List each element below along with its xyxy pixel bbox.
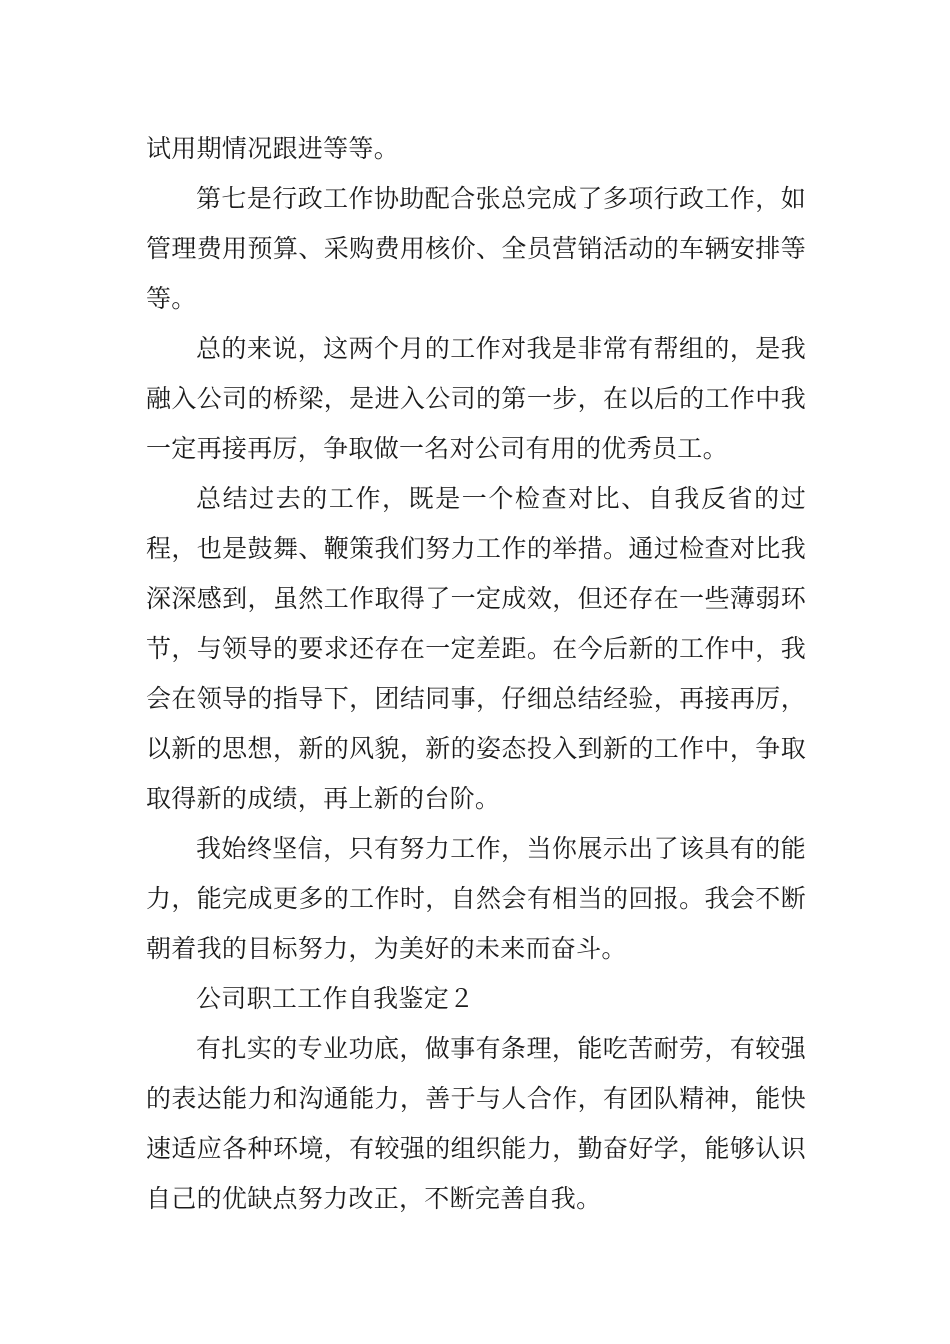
paragraph-review: 总结过去的工作，既是一个检查对比、自我反省的过程，也是鼓舞、鞭策我们努力工作的举措。通过检查对比我深深感到，虽然工作取得了一定成效，但还存在一些薄弱环节，与领导的要求还存在一定差距。在今后新的工作中，我会在领导的指导下，团结同事，仔细总结经验，再接再厉，以新的思想，新的风貌，新的姿态投入到新的工作中，争取取得新的成绩，再上新的台阶。 <box>146 484 806 813</box>
section-heading: 公司职工工作自我鉴定２ <box>196 984 475 1013</box>
paragraph-continuation: 试用期情况跟进等等。 <box>146 134 400 163</box>
paragraph-admin-work: 第七是行政工作协助配合张总完成了多项行政工作，如管理费用预算、采购费用核价、全员营销活动的车辆安排等等。 <box>146 184 806 313</box>
paragraph-summary: 总的来说，这两个月的工作对我是非常有帮组的，是我融入公司的桥梁，是进入公司的第一步，在以后的工作中我一定再接再厉，争取做一名对公司有用的优秀员工。 <box>146 334 806 463</box>
paragraph-belief: 我始终坚信，只有努力工作，当你展示出了该具有的能力，能完成更多的工作时，自然会有相当的回报。我会不断朝着我的目标努力，为美好的未来而奋斗。 <box>146 834 806 963</box>
document-page <box>146 124 806 1224</box>
paragraph-self-assessment: 有扎实的专业功底，做事有条理，能吃苦耐劳，有较强的表达能力和沟通能力，善于与人合作，有团队精神，能快速适应各种环境，有较强的组织能力，勤奋好学，能够认识自己的优缺点努力改正，不断完善自我。 <box>146 1034 806 1213</box>
